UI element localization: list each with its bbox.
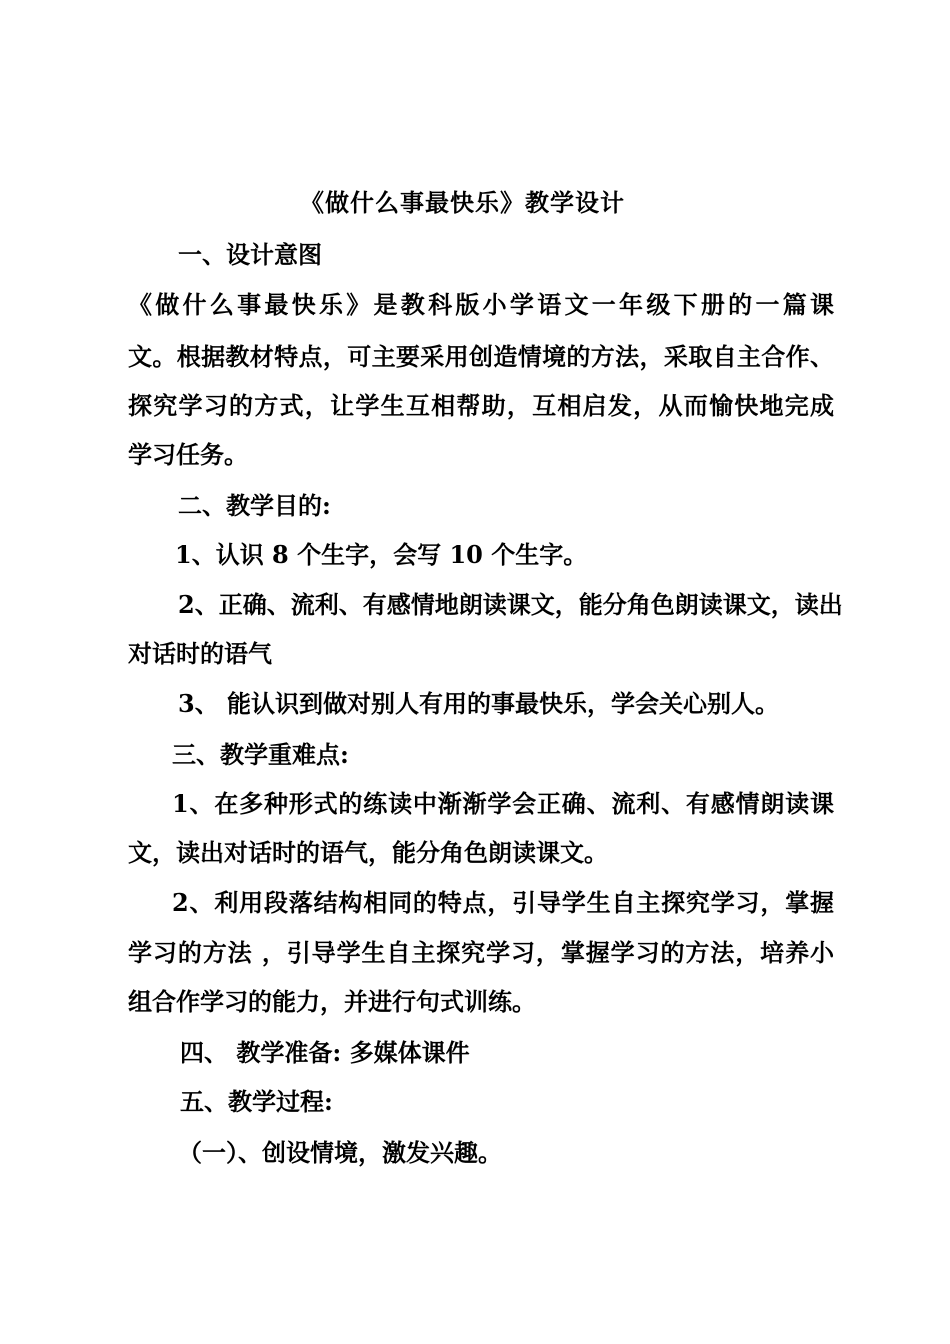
- key-point-continuation: 组合作学习的能力，并进行句式训练。: [128, 987, 536, 1016]
- goal-item: 1、认识 8 个生字，会写 10 个生字。: [175, 540, 588, 569]
- paragraph-line: 学习任务。: [128, 440, 248, 469]
- key-point-item: 1、在多种形式的练读中渐渐学会正确、流利、有感情朗读课: [172, 789, 834, 818]
- paragraph-line: 文。根据教材特点，可主要采用创造情境的方法，采取自主合作、: [128, 342, 834, 371]
- paragraph-line: 《做什么事最快乐》是教科版小学语文一年级下册的一篇课: [128, 290, 834, 319]
- goal-item-continuation: 对话时的语气: [128, 639, 272, 668]
- section-heading-process: 五、教学过程:: [180, 1087, 333, 1116]
- key-point-item: 2、利用段落结构相同的特点，引导学生自主探究学习，掌握: [172, 888, 834, 917]
- process-step: （一）、创设情境，激发兴趣。: [178, 1138, 502, 1167]
- key-point-continuation: 学习的方法 ，引导学生自主探究学习，掌握学习的方法，培养小: [128, 938, 834, 967]
- paragraph-line: 探究学习的方式，让学生互相帮助，互相启发，从而愉快地完成: [128, 391, 834, 420]
- section-heading-teaching-goals: 二、教学目的:: [178, 491, 331, 520]
- section-heading-preparation: 四、 教学准备: 多媒体课件: [180, 1038, 470, 1067]
- goal-item: 3、 能认识到做对别人有用的事最快乐，学会关心别人。: [178, 689, 780, 718]
- goal-item: 2、正确、流利、有感情地朗读课文，能分角色朗读课文，读出: [178, 590, 843, 619]
- key-point-continuation: 文，读出对话时的语气，能分角色朗读课文。: [128, 838, 608, 867]
- section-heading-design-intent: 一、设计意图: [178, 240, 322, 269]
- section-heading-key-points: 三、教学重难点:: [172, 740, 349, 769]
- document-title: 《做什么事最快乐》教学设计: [300, 188, 625, 217]
